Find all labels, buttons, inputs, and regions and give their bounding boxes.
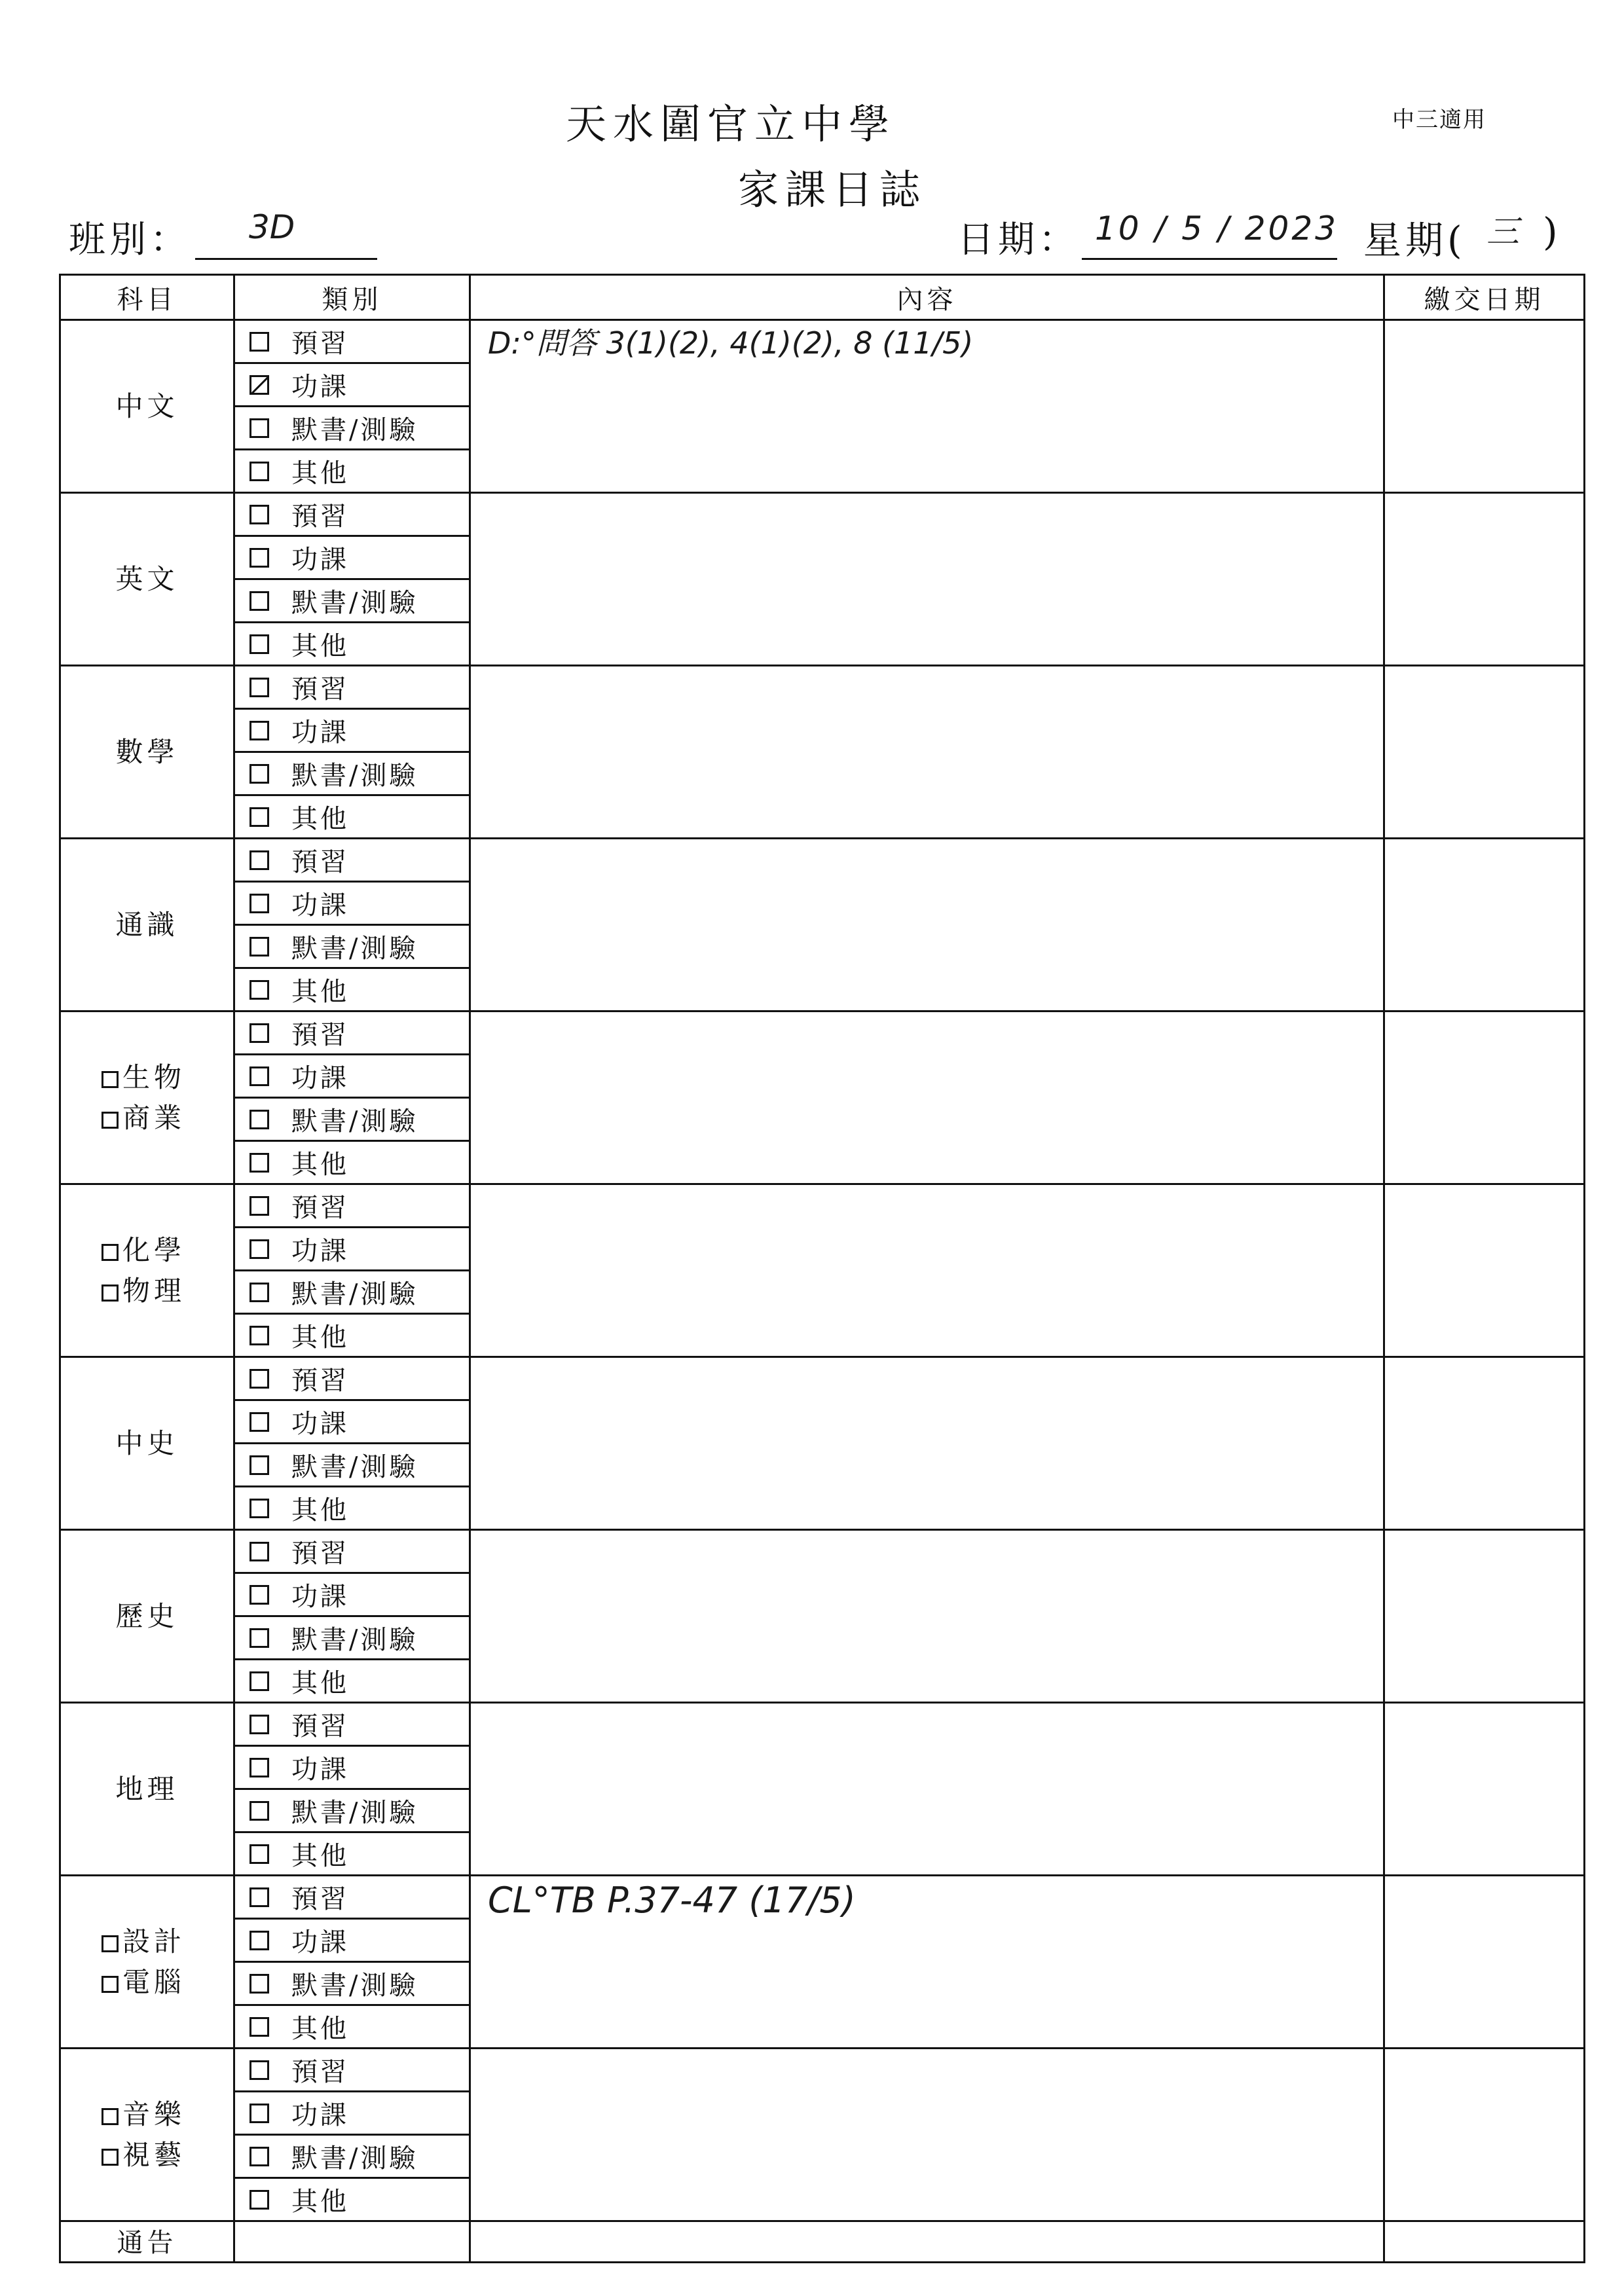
category-label: 其他 <box>291 458 349 488</box>
category-option <box>235 755 469 792</box>
subject-name <box>61 1596 233 1637</box>
subject-cell <box>60 2049 234 2221</box>
category-option <box>235 1792 469 1829</box>
category-option <box>235 2138 469 2175</box>
category-checkbox[interactable] <box>249 591 269 611</box>
category-cell <box>234 2178 470 2221</box>
subject-name-label: 生物 <box>122 1061 186 1093</box>
category-cell <box>234 1184 470 1228</box>
category-option <box>235 1317 469 1354</box>
form-title: 家課日誌 <box>738 166 927 213</box>
category-label: 其他 <box>291 1841 349 1871</box>
subject-name <box>101 2094 233 2135</box>
category-checkbox[interactable] <box>249 548 269 568</box>
category-option <box>235 323 469 360</box>
category-label: 默書/測驗 <box>291 588 418 618</box>
due-date-cell <box>1384 2049 1585 2221</box>
category-cell <box>234 2005 470 2049</box>
subject-name <box>61 559 233 600</box>
content-cell <box>470 666 1384 839</box>
notice-content-cell <box>470 2221 1384 2263</box>
class-label: 班別： <box>69 219 191 261</box>
subject-name-label: 化學 <box>122 1233 186 1266</box>
category-option <box>235 539 469 576</box>
category-checkbox[interactable] <box>249 418 269 438</box>
category-checkbox[interactable] <box>249 1844 269 1864</box>
category-label: 其他 <box>291 804 349 834</box>
weekday-label: 星期( <box>1363 218 1466 263</box>
category-option <box>235 1446 469 1484</box>
category-checkbox[interactable] <box>249 1369 269 1389</box>
category-label: 預習 <box>291 1020 349 1050</box>
column-header-category: 類別 <box>234 275 470 320</box>
subject-name-label: 物理 <box>122 1274 186 1307</box>
category-option <box>235 582 469 619</box>
category-option <box>235 1230 469 1267</box>
category-checkbox[interactable] <box>249 1499 269 1518</box>
category-checkbox[interactable] <box>249 2060 269 2080</box>
category-cell <box>234 1616 470 1660</box>
category-label: 預習 <box>291 1193 349 1223</box>
subject-name <box>101 1230 233 1271</box>
subject-name-label: 英文 <box>115 562 179 595</box>
category-cell <box>234 407 470 450</box>
category-option <box>235 1273 469 1311</box>
category-checkbox[interactable] <box>249 505 269 524</box>
content-text <box>471 1704 1383 1707</box>
table-row <box>60 493 1585 536</box>
category-checkbox[interactable] <box>249 1023 269 1043</box>
category-cell <box>234 1962 470 2005</box>
subject-cell <box>60 666 234 839</box>
content-text <box>471 2049 1383 2053</box>
category-checkbox[interactable] <box>249 894 269 913</box>
category-cell <box>234 1011 470 1055</box>
weekday-close-paren: ) <box>1543 210 1558 254</box>
category-cell <box>234 2092 470 2135</box>
category-option <box>235 452 469 490</box>
category-checkbox[interactable] <box>249 1542 269 1561</box>
subject-name-label: 通識 <box>115 908 179 941</box>
subject-cell <box>60 839 234 1011</box>
content-cell <box>470 1530 1384 1703</box>
category-cell <box>234 968 470 1011</box>
category-checkbox[interactable] <box>249 764 269 784</box>
subject-name-label: 中文 <box>115 390 179 422</box>
subject-name <box>61 386 233 427</box>
category-checkbox[interactable] <box>249 721 269 740</box>
category-option <box>235 1705 469 1743</box>
subject-cell <box>60 1184 234 1357</box>
subject-name-label: 商業 <box>122 1101 186 1134</box>
category-label: 功課 <box>291 372 349 402</box>
subject-checkbox[interactable] <box>101 1244 119 1261</box>
column-header-content: 內容 <box>470 275 1384 320</box>
subject-cell <box>60 493 234 666</box>
subject-name-label: 電腦 <box>122 1965 186 1998</box>
applicable-grade-note: 中三適用 <box>1392 107 1486 133</box>
due-date-cell <box>1384 1357 1585 1530</box>
category-option <box>235 971 469 1008</box>
subject-cell <box>60 1530 234 1703</box>
content-text <box>471 1358 1383 1362</box>
subject-checkbox[interactable] <box>101 1071 119 1088</box>
category-cell <box>234 1141 470 1184</box>
category-label: 預習 <box>291 847 349 877</box>
subject-cell <box>60 1357 234 1530</box>
category-cell <box>234 795 470 839</box>
category-cell <box>234 2049 470 2092</box>
category-option <box>235 496 469 533</box>
category-checkbox[interactable] <box>249 1974 269 1994</box>
category-cell <box>234 320 470 363</box>
category-cell <box>234 1919 470 1962</box>
content-cell <box>470 493 1384 666</box>
date-label: 日期： <box>957 219 1079 261</box>
notice-due-cell <box>1384 2221 1585 2263</box>
subject-name <box>101 1057 233 1098</box>
category-label: 默書/測驗 <box>291 1625 418 1655</box>
category-label: 功課 <box>291 1409 349 1439</box>
category-label: 預習 <box>291 2057 349 2087</box>
category-label: 其他 <box>291 1495 349 1525</box>
category-option <box>235 1835 469 1872</box>
due-date-cell <box>1384 839 1585 1011</box>
content-cell <box>470 1876 1384 2049</box>
category-cell <box>234 450 470 493</box>
category-label: 默書/測驗 <box>291 934 418 964</box>
category-label: 預習 <box>291 329 349 359</box>
category-checkbox[interactable] <box>249 1239 269 1259</box>
subject-name-label: 視藝 <box>122 2138 186 2171</box>
category-label: 其他 <box>291 1150 349 1180</box>
category-cell <box>234 1832 470 1876</box>
category-checkbox[interactable] <box>249 1153 269 1173</box>
category-cell <box>234 1444 470 1487</box>
due-date-cell <box>1384 1703 1585 1876</box>
category-option <box>235 1965 469 2002</box>
category-cell <box>234 1487 470 1530</box>
content-cell <box>470 320 1384 493</box>
category-checkbox[interactable] <box>249 1887 269 1907</box>
category-checkbox[interactable] <box>249 2147 269 2166</box>
category-option <box>235 1144 469 1181</box>
category-cell <box>234 1876 470 1919</box>
category-cell <box>234 666 470 709</box>
content-text <box>471 839 1383 843</box>
school-name: 天水圍官立中學 <box>566 100 896 148</box>
category-option <box>235 2094 469 2132</box>
category-option <box>235 1878 469 1916</box>
date-underline <box>1082 258 1337 260</box>
content-text <box>471 666 1383 670</box>
category-label: 其他 <box>291 2014 349 2044</box>
category-option <box>235 1360 469 1397</box>
table-row <box>60 2049 1585 2092</box>
category-checkbox[interactable] <box>249 462 269 481</box>
category-cell <box>234 1660 470 1703</box>
subject-name-label: 歷史 <box>115 1599 179 1632</box>
category-label: 其他 <box>291 631 349 661</box>
due-date-cell <box>1384 1011 1585 1184</box>
category-label: 預習 <box>291 1884 349 1914</box>
category-option <box>235 1576 469 1613</box>
category-label: 預習 <box>291 674 349 704</box>
category-cell <box>234 882 470 925</box>
subject-checkbox[interactable] <box>101 1112 119 1129</box>
subject-checkbox[interactable] <box>101 1935 119 1952</box>
category-label: 功課 <box>291 718 349 748</box>
category-label: 默書/測驗 <box>291 1798 418 1828</box>
category-option <box>235 409 469 446</box>
category-option <box>235 712 469 749</box>
content-text <box>471 1531 1383 1535</box>
category-cell <box>234 752 470 795</box>
due-date-cell <box>1384 1530 1585 1703</box>
category-label: 默書/測驗 <box>291 415 418 445</box>
category-checkbox[interactable] <box>249 634 269 654</box>
category-cell <box>234 579 470 623</box>
content-cell <box>470 1184 1384 1357</box>
subject-checkbox[interactable] <box>101 1285 119 1302</box>
category-cell <box>234 1530 470 1573</box>
subject-name-label: 地理 <box>115 1772 179 1805</box>
table-row <box>60 1530 1585 1573</box>
category-checkbox[interactable] <box>249 937 269 957</box>
subject-name-label: 設計 <box>122 1925 186 1958</box>
category-checkbox[interactable] <box>249 1196 269 1216</box>
content-text <box>471 1185 1383 1189</box>
subject-checkbox[interactable] <box>101 2108 119 2125</box>
category-option <box>235 841 469 879</box>
subject-name <box>101 2135 233 2176</box>
category-label: 預習 <box>291 1711 349 1741</box>
subject-checkbox[interactable] <box>101 1976 119 1993</box>
category-label: 功課 <box>291 2100 349 2130</box>
date-value: 10 / 5 / 2023 <box>1095 210 1338 247</box>
category-label: 默書/測驗 <box>291 761 418 791</box>
category-checkbox[interactable] <box>249 1671 269 1691</box>
category-label: 預習 <box>291 1539 349 1569</box>
category-label: 功課 <box>291 1582 349 1612</box>
category-label: 其他 <box>291 1322 349 1353</box>
subject-cell <box>60 320 234 493</box>
table-row <box>60 666 1585 709</box>
category-label: 功課 <box>291 1063 349 1093</box>
category-label: 功課 <box>291 890 349 920</box>
category-cell <box>234 1746 470 1789</box>
category-checkbox[interactable] <box>249 1801 269 1821</box>
category-cell <box>234 493 470 536</box>
subject-name <box>101 1962 233 2003</box>
category-checkbox[interactable] <box>249 1283 269 1302</box>
category-option <box>235 1662 469 1700</box>
content-text: D:°問答 3(1)(2), 4(1)(2), 8 (11/5) <box>488 325 974 361</box>
category-option <box>235 928 469 965</box>
subject-name-label: 數學 <box>115 735 179 768</box>
content-cell <box>470 1357 1384 1530</box>
table-row <box>60 1703 1585 1746</box>
category-cell <box>234 839 470 882</box>
category-option <box>235 1014 469 1051</box>
notice-row <box>60 2221 1585 2263</box>
subject-name <box>61 1423 233 1464</box>
subject-name-label: 中史 <box>115 1427 179 1459</box>
category-cell <box>234 1228 470 1271</box>
category-option <box>235 1187 469 1224</box>
subject-cell <box>60 1703 234 1876</box>
category-checkbox[interactable] <box>249 1110 269 1129</box>
subject-name <box>101 1271 233 1311</box>
subject-name <box>61 1769 233 1810</box>
content-cell <box>470 839 1384 1011</box>
category-cell <box>234 1573 470 1616</box>
category-label: 功課 <box>291 1927 349 1958</box>
category-cell <box>234 1271 470 1314</box>
subject-name <box>61 905 233 945</box>
category-cell <box>234 1357 470 1400</box>
class-underline <box>195 258 377 260</box>
category-option <box>235 2008 469 2045</box>
category-checkbox[interactable] <box>249 1758 269 1777</box>
category-option <box>235 798 469 835</box>
category-cell <box>234 623 470 666</box>
category-checkbox[interactable] <box>249 678 269 697</box>
category-checkbox[interactable] <box>249 1412 269 1432</box>
category-option <box>235 1101 469 1138</box>
category-option <box>235 1533 469 1570</box>
table-row <box>60 1011 1585 1055</box>
table-row <box>60 320 1585 363</box>
category-option <box>235 1922 469 1959</box>
column-header-subject: 科目 <box>60 275 234 320</box>
content-cell <box>470 1011 1384 1184</box>
content-text: CL°TB P.37-47 (17/5) <box>488 1880 856 1921</box>
category-label: 功課 <box>291 1236 349 1266</box>
category-option <box>235 1489 469 1527</box>
category-cell <box>234 1400 470 1444</box>
category-cell <box>234 1314 470 1357</box>
category-option <box>235 884 469 922</box>
subject-name <box>101 1098 233 1139</box>
category-label: 功課 <box>291 1755 349 1785</box>
due-date-cell <box>1384 320 1585 493</box>
category-cell <box>234 1789 470 1832</box>
category-option <box>235 1749 469 1786</box>
category-option <box>235 1403 469 1440</box>
class-value: 3D <box>249 208 295 246</box>
content-cell <box>470 1703 1384 1876</box>
due-date-cell <box>1384 666 1585 839</box>
category-checkbox[interactable] <box>249 1931 269 1950</box>
category-label: 默書/測驗 <box>291 2143 418 2174</box>
category-label: 默書/測驗 <box>291 1106 418 1137</box>
category-checkbox[interactable] <box>249 1585 269 1605</box>
content-text <box>471 494 1383 498</box>
weekday-value: 三 <box>1486 213 1519 251</box>
category-cell <box>234 1055 470 1098</box>
subject-name <box>61 732 233 773</box>
category-checkbox[interactable] <box>249 1455 269 1475</box>
subject-name-label: 音樂 <box>122 2098 186 2130</box>
category-option <box>235 2051 469 2088</box>
category-checkbox[interactable] <box>249 1326 269 1345</box>
table-row <box>60 839 1585 882</box>
category-checkbox[interactable] <box>249 2190 269 2210</box>
category-option <box>235 1619 469 1656</box>
category-label: 其他 <box>291 2187 349 2217</box>
category-checkbox[interactable] <box>249 2104 269 2123</box>
category-cell <box>234 363 470 407</box>
category-label: 預習 <box>291 1366 349 1396</box>
category-checkbox[interactable] <box>249 1066 269 1086</box>
category-cell <box>234 536 470 579</box>
notice-category-cell <box>234 2221 470 2263</box>
category-checkbox[interactable] <box>249 850 269 870</box>
table-row <box>60 1876 1585 1919</box>
homework-log-table <box>59 274 1585 2263</box>
category-checkbox[interactable] <box>249 332 269 352</box>
category-checkbox[interactable] <box>249 980 269 1000</box>
category-option <box>235 366 469 403</box>
column-header-due-date: 繳交日期 <box>1384 275 1585 320</box>
table-row <box>60 1357 1585 1400</box>
category-checkbox[interactable] <box>249 1715 269 1734</box>
category-cell <box>234 1703 470 1746</box>
category-cell <box>234 925 470 968</box>
category-label: 功課 <box>291 545 349 575</box>
subject-cell <box>60 1011 234 1184</box>
category-cell <box>234 1098 470 1141</box>
subject-cell <box>60 1876 234 2049</box>
category-checkbox[interactable] <box>249 1628 269 1648</box>
table-body <box>60 320 1585 2263</box>
due-date-cell <box>1384 493 1585 666</box>
category-label: 默書/測驗 <box>291 1452 418 1482</box>
category-checkbox[interactable] <box>249 375 269 395</box>
content-text <box>471 1012 1383 1016</box>
category-checkbox[interactable] <box>249 807 269 827</box>
notice-label: 通告 <box>60 2221 234 2263</box>
table-row <box>60 1184 1585 1228</box>
category-cell <box>234 2135 470 2178</box>
due-date-cell <box>1384 1876 1585 2049</box>
subject-checkbox[interactable] <box>101 2149 119 2166</box>
category-option <box>235 2181 469 2218</box>
due-date-cell <box>1384 1184 1585 1357</box>
category-label: 默書/測驗 <box>291 1971 418 2001</box>
category-option <box>235 1057 469 1095</box>
subject-name <box>101 1922 233 1962</box>
content-cell <box>470 2049 1384 2221</box>
table-header-row <box>60 275 1585 320</box>
category-label: 其他 <box>291 1668 349 1698</box>
category-label: 預習 <box>291 501 349 532</box>
category-option <box>235 668 469 706</box>
category-label: 其他 <box>291 977 349 1007</box>
category-checkbox[interactable] <box>249 2017 269 2037</box>
category-label: 默書/測驗 <box>291 1279 418 1309</box>
category-option <box>235 625 469 663</box>
category-cell <box>234 709 470 752</box>
